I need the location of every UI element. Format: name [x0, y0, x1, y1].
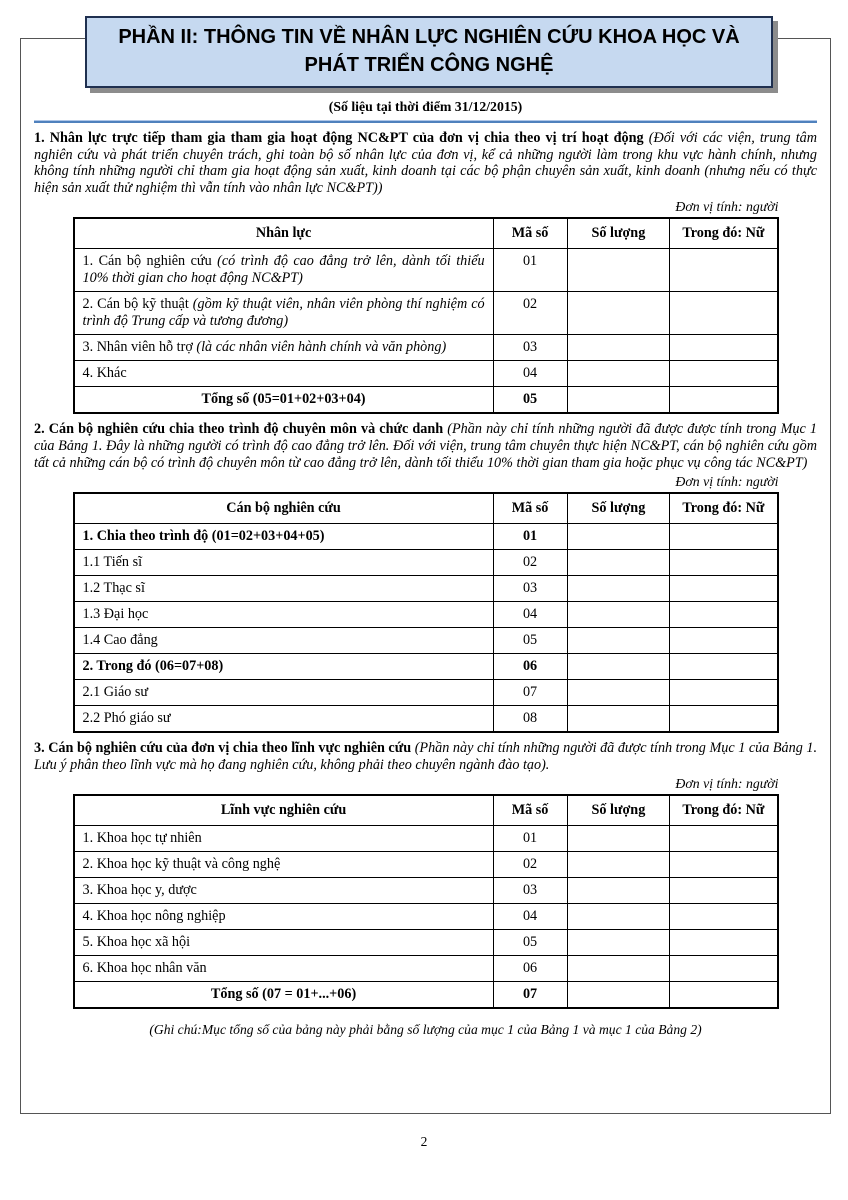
female-count-cell[interactable]	[670, 930, 778, 956]
column-header: Trong đó: Nữ	[670, 795, 778, 826]
table-footnote: (Ghi chú:Mục tổng số của bảng này phải bằng số lượng của mục 1 của Bảng 1 và mục 1 của Bảng 2)	[149, 1022, 702, 1038]
table-trinh-do	[73, 492, 779, 733]
column-header: Trong đó: Nữ	[670, 218, 778, 249]
column-header: Số lượng	[567, 218, 670, 249]
row-label: 2. Cán bộ kỹ thuật	[82, 296, 193, 313]
unit-label-2: Đơn vị tính: người	[675, 474, 779, 490]
female-count-cell[interactable]	[670, 878, 778, 904]
row-label-cell	[74, 335, 494, 361]
row-label: 4. Khác	[82, 365, 127, 382]
row-label-note: (có trình độ cao đẳng trở lên, dành tối thiểu 10% thời gian cho hoạt động NC&PT)	[82, 253, 485, 287]
quantity-cell[interactable]	[567, 292, 670, 335]
row-label-note: (là các nhân viên hành chính và văn phòng)	[196, 339, 447, 356]
table-header-row	[74, 493, 778, 524]
table-nhan-luc	[73, 217, 779, 414]
row-code-cell: 07	[493, 982, 567, 1009]
quantity-cell[interactable]	[567, 387, 670, 414]
table-row	[74, 852, 778, 878]
row-code-cell: 04	[493, 361, 567, 387]
female-count-cell[interactable]	[670, 524, 778, 550]
female-count-cell[interactable]	[670, 387, 778, 414]
row-label: 6. Khoa học nhân văn	[82, 960, 207, 977]
table-row	[74, 680, 778, 706]
quantity-cell[interactable]	[567, 249, 670, 292]
row-code-cell: 01	[493, 826, 567, 852]
female-count-cell[interactable]	[670, 852, 778, 878]
row-code-cell: 08	[493, 706, 567, 733]
row-label-cell	[74, 387, 494, 414]
table-row	[74, 361, 778, 387]
column-header: Nhân lực	[74, 218, 494, 249]
column-header: Số lượng	[567, 493, 670, 524]
row-label: 1. Cán bộ nghiên cứu	[82, 253, 218, 270]
column-header: Mã số	[493, 218, 567, 249]
column-header: Lĩnh vực nghiên cứu	[74, 795, 494, 826]
row-code-cell: 04	[493, 904, 567, 930]
quantity-cell[interactable]	[567, 826, 670, 852]
table-row	[74, 628, 778, 654]
part-title-line1: PHẦN II: THÔNG TIN VỀ NHÂN LỰC NGHIÊN CỨU KHOA HỌC VÀ	[118, 26, 740, 48]
row-code-cell: 04	[493, 602, 567, 628]
female-count-cell[interactable]	[670, 826, 778, 852]
row-label-cell	[74, 826, 494, 852]
unit-label-1: Đơn vị tính: người	[675, 199, 779, 215]
table-row	[74, 878, 778, 904]
row-label: 1.1 Tiến sĩ	[82, 554, 143, 571]
quantity-cell[interactable]	[567, 680, 670, 706]
table-row	[74, 387, 778, 414]
quantity-cell[interactable]	[567, 628, 670, 654]
female-count-cell[interactable]	[670, 576, 778, 602]
row-label-cell	[74, 956, 494, 982]
row-label-cell	[74, 904, 494, 930]
section-1	[34, 130, 817, 414]
row-label-cell	[74, 361, 494, 387]
column-header: Mã số	[493, 795, 567, 826]
table-row	[74, 706, 778, 733]
row-label: 4. Khoa học nông nghiệp	[82, 908, 226, 925]
column-header: Số lượng	[567, 795, 670, 826]
row-code-cell: 06	[493, 654, 567, 680]
section-2-heading	[34, 421, 817, 471]
quantity-cell[interactable]	[567, 361, 670, 387]
document-frame	[20, 38, 831, 1114]
row-label: 2.2 Phó giáo sư	[82, 710, 171, 727]
quantity-cell[interactable]	[567, 602, 670, 628]
female-count-cell[interactable]	[670, 550, 778, 576]
table-linh-vuc	[73, 794, 779, 1009]
row-label: Tổng số (05=01+02+03+04)	[201, 391, 366, 408]
table-header-row	[74, 218, 778, 249]
row-label: 1. Khoa học tự nhiên	[82, 830, 202, 847]
row-label-cell	[74, 706, 494, 733]
female-count-cell[interactable]	[670, 904, 778, 930]
part-title-box	[85, 16, 773, 88]
quantity-cell[interactable]	[567, 576, 670, 602]
section-3-heading-note: (Phần này chỉ tính những người đã được tính trong Mục 1 của Bảng 1. Lưu ý phân theo lĩnh vực mà họ đang nghiên cứu, không phải theo chuyên ngành đào tạo).	[34, 740, 818, 773]
row-code-cell: 03	[493, 576, 567, 602]
female-count-cell[interactable]	[670, 361, 778, 387]
unit-label-3: Đơn vị tính: người	[675, 776, 779, 792]
row-label: 3. Khoa học y, dược	[82, 882, 197, 899]
table-row	[74, 550, 778, 576]
row-label: 2. Khoa học kỹ thuật và công nghệ	[82, 856, 281, 873]
row-label: 1.4 Cao đẳng	[82, 632, 158, 649]
female-count-cell[interactable]	[670, 335, 778, 361]
data-date-subtitle: (Số liệu tại thời điểm 31/12/2015)	[328, 99, 523, 114]
row-label: 1. Chia theo trình độ (01=02+03+04+05)	[82, 528, 325, 545]
row-label-cell	[74, 654, 494, 680]
quantity-cell[interactable]	[567, 550, 670, 576]
row-code-cell: 05	[493, 387, 567, 414]
row-label-cell	[74, 982, 494, 1009]
section-3-heading-lead: 3. Cán bộ nghiên cứu của đơn vị chia theo lĩnh vực nghiên cứu	[34, 740, 415, 757]
row-code-cell: 01	[493, 524, 567, 550]
row-code-cell: 02	[493, 852, 567, 878]
table-row	[74, 249, 778, 292]
part-title-line2: PHÁT TRIỂN CÔNG NGHỆ	[304, 54, 554, 76]
table-row	[74, 956, 778, 982]
section-3-heading	[34, 740, 817, 773]
quantity-cell[interactable]	[567, 524, 670, 550]
row-code-cell: 05	[493, 930, 567, 956]
row-code-cell: 03	[493, 878, 567, 904]
table-row	[74, 930, 778, 956]
row-code-cell: 06	[493, 956, 567, 982]
quantity-cell[interactable]	[567, 956, 670, 982]
quantity-cell[interactable]	[567, 654, 670, 680]
divider-rule	[34, 120, 817, 123]
row-code-cell: 03	[493, 335, 567, 361]
section-1-heading	[34, 130, 817, 196]
table-row	[74, 602, 778, 628]
row-label: 2. Trong đó (06=07+08)	[82, 658, 224, 675]
section-2	[34, 421, 817, 733]
column-header: Cán bộ nghiên cứu	[74, 493, 494, 524]
quantity-cell[interactable]	[567, 706, 670, 733]
section-2-heading-note: (Phần này chỉ tính những người đã được được tính trong Mục 1 của Bảng 1. Đây là những người có trình độ cao đẳng trở lên. Đối với viện, trung tâm chuyên thực hiện NC&PT, cán bộ nghiên cứu gồm tất cả những cán bộ có trình độ chuyên môn từ cao đẳng trở lên, dành tối thiểu 10% thời gian tham gia hoặc phục vụ công tác NC&PT)	[34, 421, 817, 471]
female-count-cell[interactable]	[670, 249, 778, 292]
row-label: 5. Khoa học xã hội	[82, 934, 191, 951]
row-label-cell	[74, 550, 494, 576]
quantity-cell[interactable]	[567, 852, 670, 878]
row-label: 2.1 Giáo sư	[82, 684, 149, 701]
table-row	[74, 904, 778, 930]
table-row	[74, 654, 778, 680]
row-label-cell	[74, 930, 494, 956]
table-header-row	[74, 795, 778, 826]
row-label: 1.3 Đại học	[82, 606, 149, 623]
female-count-cell[interactable]	[670, 982, 778, 1009]
quantity-cell[interactable]	[567, 335, 670, 361]
column-header: Trong đó: Nữ	[670, 493, 778, 524]
row-label-cell	[74, 602, 494, 628]
section-2-heading-lead: 2. Cán bộ nghiên cứu chia theo trình độ chuyên môn và chức danh	[34, 421, 448, 438]
row-label-cell	[74, 292, 494, 335]
row-label-cell	[74, 576, 494, 602]
row-code-cell: 02	[493, 292, 567, 335]
row-label: Tổng số (07 = 01+...+06)	[210, 986, 357, 1003]
row-label-cell	[74, 878, 494, 904]
table-row	[74, 335, 778, 361]
row-label-cell	[74, 628, 494, 654]
female-count-cell[interactable]	[670, 628, 778, 654]
table-row	[74, 292, 778, 335]
table-row	[74, 982, 778, 1009]
row-label-cell	[74, 249, 494, 292]
section-3	[34, 740, 817, 1009]
female-count-cell[interactable]	[670, 602, 778, 628]
table-row	[74, 826, 778, 852]
row-label: 3. Nhân viên hỗ trợ	[82, 339, 197, 356]
female-count-cell[interactable]	[670, 680, 778, 706]
quantity-cell[interactable]	[567, 982, 670, 1009]
quantity-cell[interactable]	[567, 878, 670, 904]
table-row	[74, 576, 778, 602]
female-count-cell[interactable]	[670, 292, 778, 335]
row-code-cell: 01	[493, 249, 567, 292]
female-count-cell[interactable]	[670, 706, 778, 733]
row-label: 1.2 Thạc sĩ	[82, 580, 145, 597]
row-code-cell: 02	[493, 550, 567, 576]
row-label-cell	[74, 524, 494, 550]
female-count-cell[interactable]	[670, 956, 778, 982]
section-1-heading-note: (Đối với các viện, trung tâm nghiên cứu và phát triển chuyên trách, ghi toàn bộ số nhân lực của đơn vị, kể cả những người làm trong khu vực hành chính, nhưng không tính những người chỉ tham gia hoạt động sản xuất, kinh doanh tại các bộ phận chuyên sản xuất, kinh doanh (nhưng nếu có thực hiện sản xuất thử nghiệm thì vẫn tính vào nhân lực NC&PT))	[34, 130, 817, 196]
quantity-cell[interactable]	[567, 930, 670, 956]
table-row	[74, 524, 778, 550]
female-count-cell[interactable]	[670, 654, 778, 680]
quantity-cell[interactable]	[567, 904, 670, 930]
column-header: Mã số	[493, 493, 567, 524]
row-label-cell	[74, 852, 494, 878]
page-number: 2	[420, 1134, 428, 1149]
row-label-note: (gồm kỹ thuật viên, nhân viên phòng thí nghiệm có trình độ Trung cấp và tương đương)	[82, 296, 485, 330]
row-code-cell: 07	[493, 680, 567, 706]
row-label-cell	[74, 680, 494, 706]
row-code-cell: 05	[493, 628, 567, 654]
section-1-heading-lead: 1. Nhân lực trực tiếp tham gia tham gia hoạt động NC&PT của đơn vị chia theo vị trí hoạt động	[34, 130, 649, 146]
